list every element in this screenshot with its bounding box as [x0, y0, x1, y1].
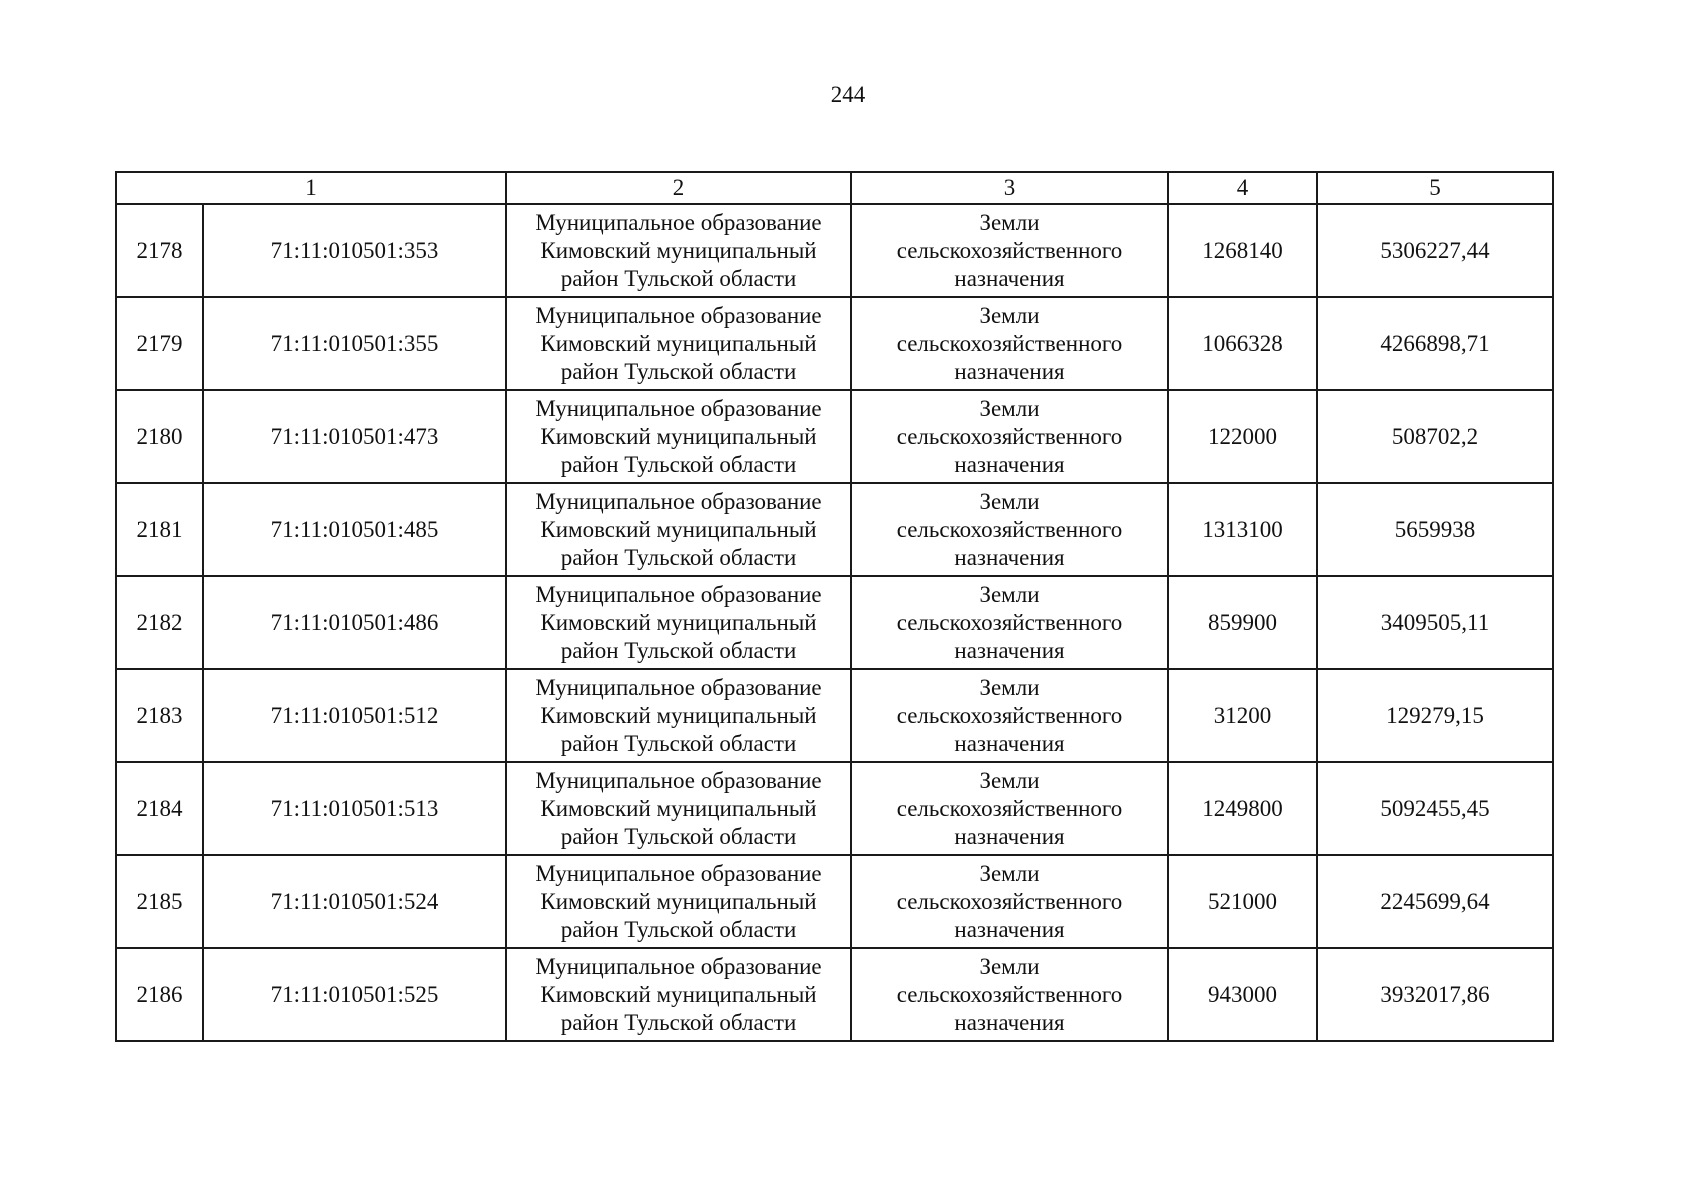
- header-col-4: 4: [1168, 172, 1317, 204]
- table-row: [116, 483, 1553, 576]
- area-cell: 1249800: [1168, 762, 1317, 855]
- table-row: [116, 297, 1553, 390]
- table-row: [116, 762, 1553, 855]
- row-number: 2186: [116, 948, 203, 1041]
- table-body: [116, 204, 1553, 1041]
- owner-cell: Муниципальное образование Кимовский муниципальный район Тульской области: [506, 948, 851, 1041]
- owner-cell: Муниципальное образование Кимовский муниципальный район Тульской области: [506, 576, 851, 669]
- owner-cell: Муниципальное образование Кимовский муниципальный район Тульской области: [506, 390, 851, 483]
- row-number: 2179: [116, 297, 203, 390]
- land-category-cell: Земли сельскохозяйственного назначения: [851, 390, 1168, 483]
- owner-cell: Муниципальное образование Кимовский муниципальный район Тульской области: [506, 483, 851, 576]
- table-row: [116, 204, 1553, 297]
- cadastral-cost-cell: 5092455,45: [1317, 762, 1553, 855]
- area-cell: 859900: [1168, 576, 1317, 669]
- cadastral-number: 71:11:010501:353: [203, 204, 506, 297]
- header-col-5: 5: [1317, 172, 1553, 204]
- owner-cell: Муниципальное образование Кимовский муниципальный район Тульской области: [506, 297, 851, 390]
- area-cell: 31200: [1168, 669, 1317, 762]
- cadastral-cost-cell: 508702,2: [1317, 390, 1553, 483]
- area-cell: 1313100: [1168, 483, 1317, 576]
- cadastral-number: 71:11:010501:525: [203, 948, 506, 1041]
- row-number: 2178: [116, 204, 203, 297]
- owner-cell: Муниципальное образование Кимовский муниципальный район Тульской области: [506, 762, 851, 855]
- header-col-2: 2: [506, 172, 851, 204]
- land-register-table: [115, 171, 1554, 1042]
- cadastral-number: 71:11:010501:512: [203, 669, 506, 762]
- cadastral-number: 71:11:010501:355: [203, 297, 506, 390]
- row-number: 2183: [116, 669, 203, 762]
- cadastral-cost-cell: 3409505,11: [1317, 576, 1553, 669]
- table-header: [116, 172, 1553, 204]
- header-col-3: 3: [851, 172, 1168, 204]
- land-category-cell: Земли сельскохозяйственного назначения: [851, 576, 1168, 669]
- row-number: 2180: [116, 390, 203, 483]
- cadastral-number: 71:11:010501:513: [203, 762, 506, 855]
- row-number: 2185: [116, 855, 203, 948]
- land-category-cell: Земли сельскохозяйственного назначения: [851, 483, 1168, 576]
- cadastral-number: 71:11:010501:486: [203, 576, 506, 669]
- table-row: [116, 390, 1553, 483]
- cadastral-cost-cell: 5306227,44: [1317, 204, 1553, 297]
- row-number: 2182: [116, 576, 203, 669]
- cadastral-number: 71:11:010501:524: [203, 855, 506, 948]
- table-row: [116, 948, 1553, 1041]
- area-cell: 1066328: [1168, 297, 1317, 390]
- header-row: [116, 172, 1553, 204]
- area-cell: 521000: [1168, 855, 1317, 948]
- header-col-1: 1: [116, 172, 506, 204]
- cadastral-cost-cell: 129279,15: [1317, 669, 1553, 762]
- row-number: 2181: [116, 483, 203, 576]
- table-row: [116, 669, 1553, 762]
- cadastral-number: 71:11:010501:485: [203, 483, 506, 576]
- owner-cell: Муниципальное образование Кимовский муниципальный район Тульской области: [506, 669, 851, 762]
- page-number: 244: [830, 82, 866, 107]
- cadastral-cost-cell: 5659938: [1317, 483, 1553, 576]
- land-category-cell: Земли сельскохозяйственного назначения: [851, 948, 1168, 1041]
- cadastral-cost-cell: 4266898,71: [1317, 297, 1553, 390]
- area-cell: 1268140: [1168, 204, 1317, 297]
- row-number: 2184: [116, 762, 203, 855]
- table-row: [116, 576, 1553, 669]
- owner-cell: Муниципальное образование Кимовский муниципальный район Тульской области: [506, 204, 851, 297]
- land-category-cell: Земли сельскохозяйственного назначения: [851, 762, 1168, 855]
- cadastral-number: 71:11:010501:473: [203, 390, 506, 483]
- cadastral-cost-cell: 2245699,64: [1317, 855, 1553, 948]
- land-category-cell: Земли сельскохозяйственного назначения: [851, 297, 1168, 390]
- area-cell: 122000: [1168, 390, 1317, 483]
- cadastral-cost-cell: 3932017,86: [1317, 948, 1553, 1041]
- land-category-cell: Земли сельскохозяйственного назначения: [851, 855, 1168, 948]
- owner-cell: Муниципальное образование Кимовский муниципальный район Тульской области: [506, 855, 851, 948]
- table-row: [116, 855, 1553, 948]
- land-category-cell: Земли сельскохозяйственного назначения: [851, 669, 1168, 762]
- area-cell: 943000: [1168, 948, 1317, 1041]
- land-category-cell: Земли сельскохозяйственного назначения: [851, 204, 1168, 297]
